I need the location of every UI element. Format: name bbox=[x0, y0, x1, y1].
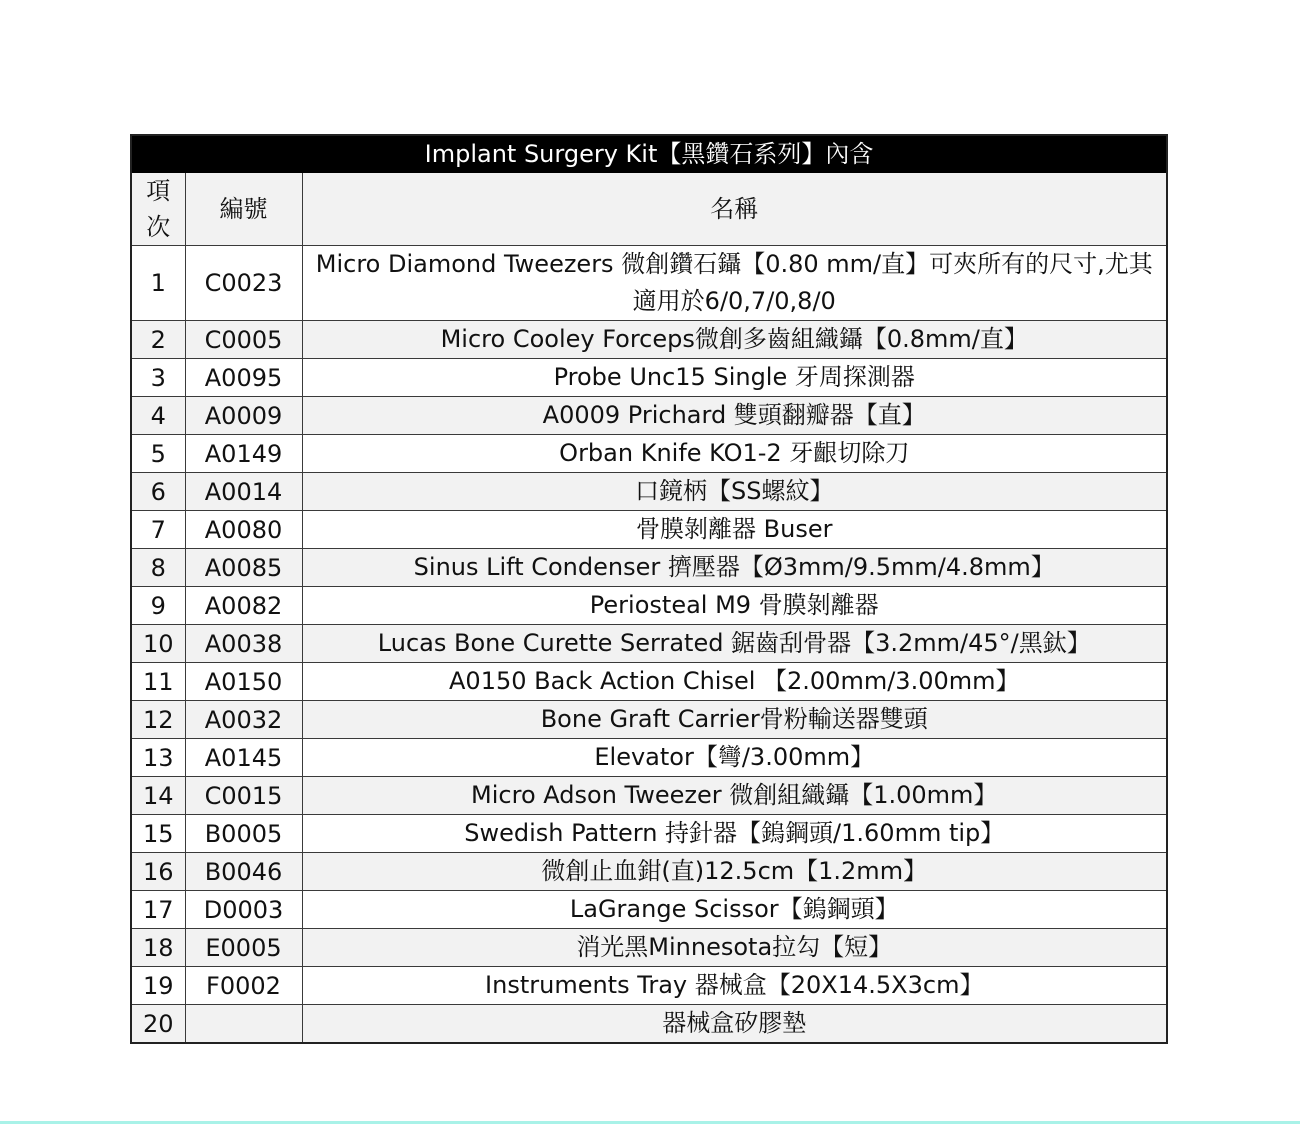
row-code: A0085 bbox=[185, 549, 302, 587]
table-body bbox=[131, 246, 1167, 1044]
row-number: 11 bbox=[131, 663, 185, 701]
row-number: 8 bbox=[131, 549, 185, 587]
row-number: 14 bbox=[131, 777, 185, 815]
row-name: A0150 Back Action Chisel 【2.00mm/3.00mm】 bbox=[302, 663, 1167, 701]
header-code: 編號 bbox=[185, 173, 302, 246]
row-name: Lucas Bone Curette Serrated 鋸齒刮骨器【3.2mm/45°/黑鈦】 bbox=[302, 625, 1167, 663]
table-row bbox=[131, 625, 1167, 663]
row-name: 口鏡柄【SS螺紋】 bbox=[302, 473, 1167, 511]
row-name: Swedish Pattern 持針器【鎢鋼頭/1.60mm tip】 bbox=[302, 815, 1167, 853]
table-row bbox=[131, 701, 1167, 739]
table-row bbox=[131, 473, 1167, 511]
row-code: B0046 bbox=[185, 853, 302, 891]
table-row bbox=[131, 321, 1167, 359]
row-code: A0014 bbox=[185, 473, 302, 511]
row-number: 2 bbox=[131, 321, 185, 359]
row-code: C0023 bbox=[185, 246, 302, 321]
row-code: E0005 bbox=[185, 929, 302, 967]
row-code: A0009 bbox=[185, 397, 302, 435]
row-name: Bone Graft Carrier骨粉輸送器雙頭 bbox=[302, 701, 1167, 739]
table-title: Implant Surgery Kit【黑鑽石系列】內含 bbox=[131, 135, 1167, 173]
row-name: 骨膜剝離器 Buser bbox=[302, 511, 1167, 549]
row-number: 17 bbox=[131, 891, 185, 929]
row-code: B0005 bbox=[185, 815, 302, 853]
row-code: F0002 bbox=[185, 967, 302, 1005]
row-name: Elevator【彎/3.00mm】 bbox=[302, 739, 1167, 777]
implant-kit-table bbox=[130, 134, 1168, 1044]
row-number: 5 bbox=[131, 435, 185, 473]
row-name: Periosteal M9 骨膜剝離器 bbox=[302, 587, 1167, 625]
table-header-row bbox=[131, 173, 1167, 246]
row-name: Micro Cooley Forceps微創多齒組織鑷【0.8mm/直】 bbox=[302, 321, 1167, 359]
row-number: 13 bbox=[131, 739, 185, 777]
table-row bbox=[131, 929, 1167, 967]
row-number: 1 bbox=[131, 246, 185, 321]
row-number: 16 bbox=[131, 853, 185, 891]
table-row bbox=[131, 246, 1167, 321]
row-name: Probe Unc15 Single 牙周探測器 bbox=[302, 359, 1167, 397]
table-row bbox=[131, 359, 1167, 397]
row-number: 15 bbox=[131, 815, 185, 853]
table-row bbox=[131, 777, 1167, 815]
row-code: A0150 bbox=[185, 663, 302, 701]
row-number: 9 bbox=[131, 587, 185, 625]
row-code: C0005 bbox=[185, 321, 302, 359]
header-name: 名稱 bbox=[302, 173, 1167, 246]
row-code: A0145 bbox=[185, 739, 302, 777]
row-name: Micro Adson Tweezer 微創組織鑷【1.00mm】 bbox=[302, 777, 1167, 815]
row-name: LaGrange Scissor【鎢鋼頭】 bbox=[302, 891, 1167, 929]
row-number: 3 bbox=[131, 359, 185, 397]
row-code: D0003 bbox=[185, 891, 302, 929]
row-name: A0009 Prichard 雙頭翻瓣器【直】 bbox=[302, 397, 1167, 435]
row-name: 微創止血鉗(直)12.5cm【1.2mm】 bbox=[302, 853, 1167, 891]
table-row bbox=[131, 435, 1167, 473]
table-row bbox=[131, 397, 1167, 435]
row-name: 消光黑Minnesota拉勾【短】 bbox=[302, 929, 1167, 967]
table-row bbox=[131, 511, 1167, 549]
row-name: 器械盒矽膠墊 bbox=[302, 1005, 1167, 1044]
row-number: 10 bbox=[131, 625, 185, 663]
table-row bbox=[131, 1005, 1167, 1044]
row-code: C0015 bbox=[185, 777, 302, 815]
row-number: 4 bbox=[131, 397, 185, 435]
table-row bbox=[131, 587, 1167, 625]
table-row bbox=[131, 967, 1167, 1005]
row-number: 19 bbox=[131, 967, 185, 1005]
row-code: A0082 bbox=[185, 587, 302, 625]
table-row bbox=[131, 891, 1167, 929]
row-number: 6 bbox=[131, 473, 185, 511]
row-name: Instruments Tray 器械盒【20X14.5X3cm】 bbox=[302, 967, 1167, 1005]
row-number: 18 bbox=[131, 929, 185, 967]
table-row bbox=[131, 549, 1167, 587]
header-no: 項次 bbox=[131, 173, 185, 246]
table-row bbox=[131, 815, 1167, 853]
row-name: Orban Knife KO1-2 牙齦切除刀 bbox=[302, 435, 1167, 473]
table-row bbox=[131, 663, 1167, 701]
bottom-accent-line bbox=[0, 1121, 1300, 1124]
row-code: A0038 bbox=[185, 625, 302, 663]
row-number: 12 bbox=[131, 701, 185, 739]
row-name: Sinus Lift Condenser 擠壓器【Ø3mm/9.5mm/4.8mm】 bbox=[302, 549, 1167, 587]
table-row bbox=[131, 853, 1167, 891]
row-number: 20 bbox=[131, 1005, 185, 1044]
row-code: A0032 bbox=[185, 701, 302, 739]
row-code: A0095 bbox=[185, 359, 302, 397]
row-name: Micro Diamond Tweezers 微創鑽石鑷【0.80 mm/直】可夾所有的尺寸,尤其適用於6/0,7/0,8/0 bbox=[302, 246, 1167, 321]
row-code: A0149 bbox=[185, 435, 302, 473]
row-code bbox=[185, 1005, 302, 1044]
row-number: 7 bbox=[131, 511, 185, 549]
table-row bbox=[131, 739, 1167, 777]
row-code: A0080 bbox=[185, 511, 302, 549]
